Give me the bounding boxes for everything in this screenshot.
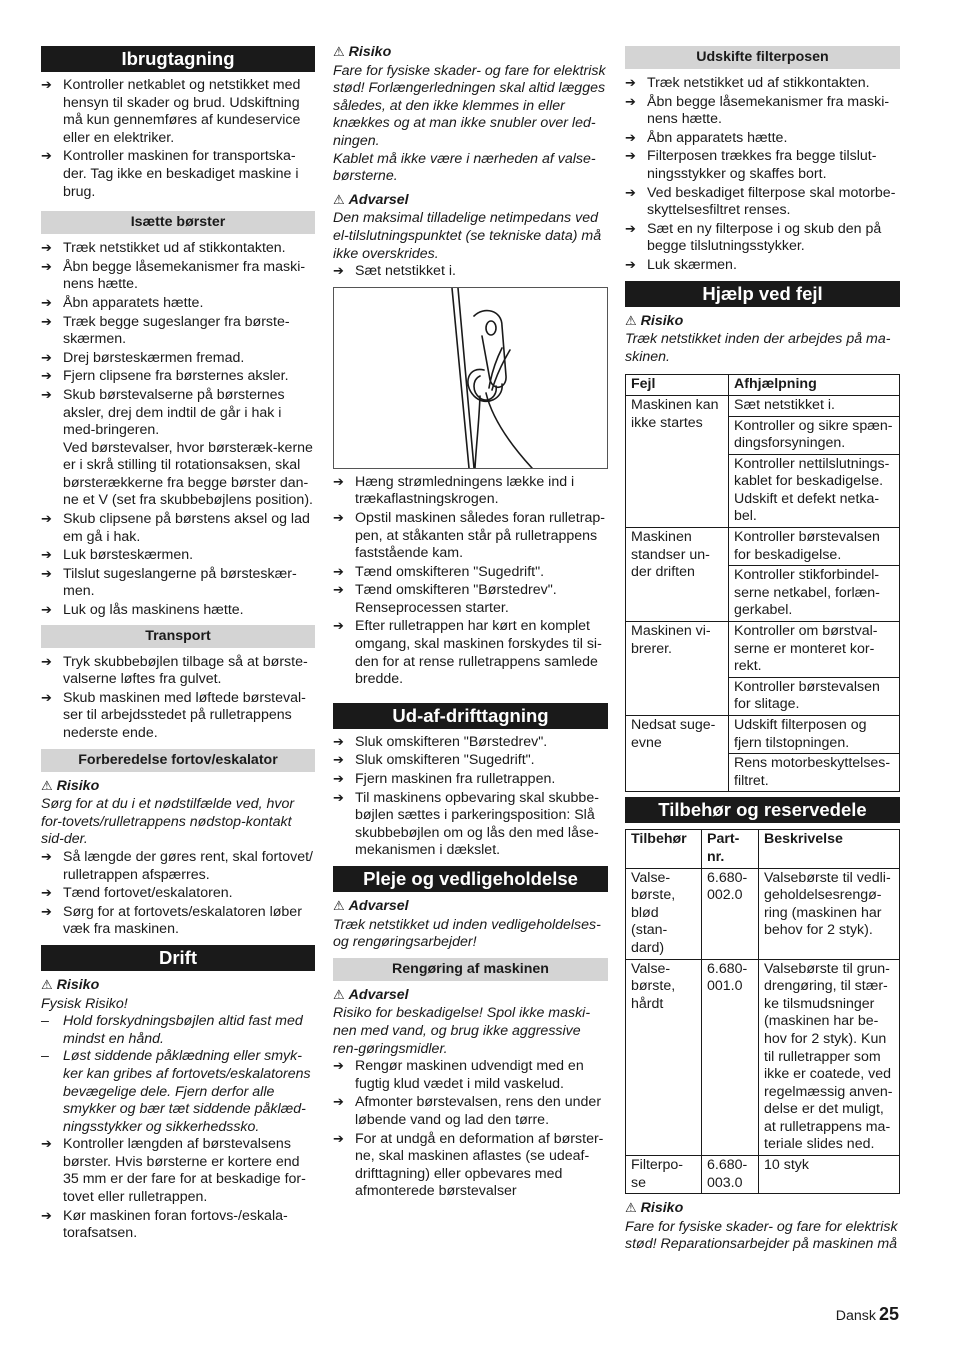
step: ➔ Tilslut sugeslangerne på børsteskær-men. xyxy=(41,566,315,601)
step-text: Skub børstevalserne på børsternes aksler, drej dem indtil de går i hak i med-bringeren. xyxy=(63,386,285,439)
step: ➔ Sæt en ny filterpose i og skub den på begge tilslutningsstykker. xyxy=(625,221,900,256)
step: ➔ Åbn apparatets hætte. xyxy=(625,130,900,148)
risk-list xyxy=(41,1013,315,1136)
step: ➔ Kør maskinen foran fortovs-/eskala-torafsatsen. xyxy=(41,1208,315,1243)
risk-label: ⚠ Risiko xyxy=(625,312,684,329)
part-number-cell: 6.680-003.0 xyxy=(702,1156,759,1194)
column-header: Afhjælpning xyxy=(729,375,900,396)
step: ➔ Ved beskadiget filterpose skal motorbe-skyttelsesfiltret renses. xyxy=(625,185,900,220)
table-header-row xyxy=(626,375,900,396)
warning-icon: ⚠ xyxy=(625,1201,637,1217)
warning-icon: ⚠ xyxy=(333,192,345,208)
transport-steps xyxy=(41,654,315,743)
step: ➔ Fjern maskinen fra rulletrappen. xyxy=(333,771,608,789)
column-3 xyxy=(625,46,900,1254)
column-header: Part-nr. xyxy=(702,830,759,868)
step: ➔ For at undgå en deformation af børster-ne, skal maskinen aflastes (se udeaf-drifttagning) eller opbevares med afmonterede børstevalser xyxy=(333,1131,608,1201)
troubleshooting-table xyxy=(625,374,900,792)
step: ➔ Sluk omskifteren "Sugedrift". xyxy=(333,752,608,770)
step: ➔ Kontroller netkablet og netstikket med hensyn til skader og brud. Udskiftning må kun gennemføres af kundeservice eller en elektriker. xyxy=(41,77,315,147)
column-2 xyxy=(333,46,608,1202)
remedy-cell: Kontroller nettilslutnings-kablet for beskadigelse. Udskift et defekt netka-bel. xyxy=(729,454,900,527)
step: ➔ Åbn begge låsemekanismer fra maski-nens hætte. xyxy=(41,259,315,294)
isaette-steps xyxy=(41,240,315,619)
illustration-cable-hook xyxy=(333,287,608,469)
warning-icon: ⚠ xyxy=(625,313,637,329)
ibrugtagning-steps xyxy=(41,77,315,201)
step xyxy=(41,387,315,510)
table-row xyxy=(626,959,900,1156)
warning-text: Træk netstikket ud inden vedligeholdelses- og rengøringsarbejder! xyxy=(333,916,601,951)
warning-label: ⚠ Advarsel xyxy=(333,898,409,914)
risk-text: Kablet må ikke være i nærheden af valse-børsterne. xyxy=(333,150,596,185)
step: ➔ Sæt netstikket i. xyxy=(333,263,608,281)
step: ➔ Træk begge sugeslanger fra børste-skærmen. xyxy=(41,314,315,349)
operation-steps xyxy=(333,474,608,689)
step: ➔ Sluk omskifteren "Børstedrev". xyxy=(333,734,608,752)
section-title-hjaelp: Hjælp ved fejl xyxy=(625,281,900,307)
risk-text: Fysisk Risiko! xyxy=(41,995,128,1012)
warning-icon: ⚠ xyxy=(333,899,345,914)
step: ➔ Til maskinens opbevaring skal skubbe-bøjlen sættes i parkeringsposition: Slå skubbebøjlen om og lås den med låse-mekanismen i dækslet. xyxy=(333,790,608,860)
risk-item: – Hold forskydningsbøjlen altid fast med mindst en hånd. xyxy=(41,1013,315,1048)
subsection-title-transport: Transport xyxy=(41,625,315,648)
step: ➔ Tænd fortovet/eskalatoren. xyxy=(41,885,315,903)
step: ➔ Luk skærmen. xyxy=(625,257,900,275)
step: ➔ Skub maskinen med løftede børsteval-ser til arbejdsstedet på rulletrappens nederste ende. xyxy=(41,690,315,743)
step: ➔ Hæng strømledningens lække ind i trækaflastningskrogen. xyxy=(333,474,608,509)
step: ➔ Drej børsteskærmen fremad. xyxy=(41,350,315,368)
remedy-cell: Udskift filterposen og fjern tilstopningen. xyxy=(729,716,900,754)
warning-icon: ⚠ xyxy=(41,778,53,794)
step: ➔ Kontroller maskinen for transportska-der. Tag ikke en beskadiget maskine i brug. xyxy=(41,148,315,201)
drift-steps xyxy=(41,1136,315,1243)
udskifte-steps xyxy=(625,75,900,275)
page-number: 25 xyxy=(878,1304,899,1324)
subsection-title-udskifte: Udskifte filterposen xyxy=(625,46,900,69)
remedy-cell: Kontroller børstevalsen for beskadigelse. xyxy=(729,528,900,566)
column-header: Fejl xyxy=(626,375,729,396)
risk-text: Fare for fysiske skader- og fare for elektrisk stød! Reparationsarbejder på maskinen må xyxy=(625,1218,898,1253)
warning-text: Den maksimal tilladelige netimpedans ved el-tilslutningspunktet (se tekniske data) må ikke overskrides. xyxy=(333,210,602,262)
warning-icon: ⚠ xyxy=(41,977,53,993)
remedy-cell: Kontroller om børstval-serne er monteret kor-rekt. xyxy=(729,622,900,678)
step: ➔ Skub clipsene på børstens aksel og lad em gå i hak. xyxy=(41,511,315,546)
step: ➔ Efter rulletrappen har kørt en komplet omgang, skal maskinen forskydes til si-den for at rense rulletrappens samlede bredde. xyxy=(333,618,608,688)
table-row xyxy=(626,1156,900,1194)
remedy-cell: Sæt netstikket i. xyxy=(729,395,900,416)
description-cell: Valsebørste til vedli-geholdelsesrengø-ring (maskinen har behov for 2 styk). xyxy=(759,868,900,959)
warning-text: Risiko for beskadigelse! Spol ikke maski-nen med vand, og brug ikke aggressive ren-gøringsmidler. xyxy=(333,1005,591,1057)
rengoering-steps xyxy=(333,1058,608,1201)
cable-hook-drawing xyxy=(334,288,607,468)
page-footer xyxy=(836,1306,899,1326)
table-row xyxy=(626,716,900,754)
fault-cell: Maskinen vi-brerer. xyxy=(626,622,729,716)
risk-label: ⚠ Risiko xyxy=(625,1200,684,1217)
section-title-udaf: Ud-af-drifttagning xyxy=(333,703,608,729)
warning-icon: ⚠ xyxy=(333,45,345,60)
column-header: Tilbehør xyxy=(626,830,702,868)
step: ➔ Kontroller længden af børstevalsens børster. Hvis børsterne er kortere end 35 mm er der fare for at beskadige for-tovet eller rulletrappen. xyxy=(41,1136,315,1206)
section-title-drift: Drift xyxy=(41,945,315,971)
step: ➔ Sørg for at fortovets/eskalatoren løber væk fra maskinen. xyxy=(41,904,315,939)
step: ➔ Åbn apparatets hætte. xyxy=(41,295,315,313)
remedy-cell: Rens motorbeskyttelses-filtret. xyxy=(729,754,900,792)
fault-cell: Maskinen kan ikke startes xyxy=(626,395,729,527)
subsection-title-rengoering: Rengøring af maskinen xyxy=(333,958,608,981)
fault-cell: Nedsat suge-evne xyxy=(626,716,729,792)
section-title-ibrugtagning: Ibrugtagning xyxy=(41,46,315,72)
description-cell: 10 styk xyxy=(759,1156,900,1194)
step: ➔ Træk netstikket ud af stikkontakten. xyxy=(41,240,315,258)
part-number-cell: 6.680-002.0 xyxy=(702,868,759,959)
step: ➔ Luk og lås maskinens hætte. xyxy=(41,602,315,620)
remedy-cell: Kontroller børstevalsen for slitage. xyxy=(729,677,900,715)
risk-item: – Løst siddende påklædning eller smyk-ker kan gribes af fortovets/eskalatorens bevægelige dele. Fjern derfor alle smykker og bær tæt siddende påklæd-ningsstykker og sikkerhedssko. xyxy=(41,1048,315,1136)
risk-label: ⚠ Risiko xyxy=(41,777,100,794)
risk-text: Sørg for at du i et nødstilfælde ved, hvor for-tovets/rulletrappens nødstop-kontakt sid-der. xyxy=(41,796,295,848)
remedy-cell: Kontroller stikforbindel-serne netkabel, forlæn-gerkabel. xyxy=(729,566,900,622)
table-row xyxy=(626,395,900,416)
accessories-table xyxy=(625,829,900,1194)
warning-icon: ⚠ xyxy=(333,987,345,1003)
risk-label: ⚠ Risiko xyxy=(333,44,392,60)
subsection-title-forberedelse: Forberedelse fortov/eskalator xyxy=(41,749,315,772)
remedy-cell: Kontroller og sikre spæn-dingsforsyningen. xyxy=(729,416,900,454)
step-text: Tænd omskifteren "Børstedrev". xyxy=(355,582,557,599)
accessory-cell: Valse-børste, hårdt xyxy=(626,959,702,1156)
risk-text: Træk netstikket inden der arbejdes på ma-skinen. xyxy=(625,331,891,365)
risk-text: Fare for fysiske skader- og fare for elektrisk stød! Forlængerledningen skal altid lægges således, at den ikke klemmes in eller knækkes og at man ikke snubler over led-ningen. xyxy=(333,62,606,149)
part-number-cell: 6.680-001.0 xyxy=(702,959,759,1156)
table-row xyxy=(626,528,900,566)
table-row xyxy=(626,622,900,678)
section-title-tilbehoer: Tilbehør og reservedele xyxy=(625,797,900,823)
step: ➔ Fjern clipsene fra børsternes aksler. xyxy=(41,368,315,386)
step xyxy=(333,582,608,617)
forberedelse-steps xyxy=(41,849,315,939)
step: ➔ Åbn begge låsemekanismer fra maski-nens hætte. xyxy=(625,94,900,129)
table-row xyxy=(626,868,900,959)
section-title-pleje: Pleje og vedligeholdelse xyxy=(333,866,608,892)
step: ➔ Opstil maskinen således foran rulletrap-pen, at ståkanten står på rulletrappens faststående kam. xyxy=(333,510,608,563)
step-note: Renseprocessen starter. xyxy=(355,599,509,616)
step: ➔ Afmonter børstevalsen, rens den under løbende vand og lad den tørre. xyxy=(333,1094,608,1129)
udaf-steps xyxy=(333,734,608,860)
step-note: Ved børstevalser, hvor børsteræk-kerne er i skrå stilling til rotationsaksen, skal børsterækkerne fra begge børster dan-ne et V (set fra skubbebøjlens position). xyxy=(63,439,313,509)
column-1 xyxy=(41,46,315,1244)
step: ➔ Filterposen trækkes fra begge tilslut-ningsstykker og skaffes bort. xyxy=(625,148,900,183)
step: ➔ Tænd omskifteren "Sugedrift". xyxy=(333,564,608,582)
step: ➔ Rengør maskinen udvendigt med en fugtig klud vædet i mild vaskelud. xyxy=(333,1058,608,1093)
warning-label: ⚠ Advarsel xyxy=(333,986,409,1003)
step: ➔ Luk børsteskærmen. xyxy=(41,547,315,565)
step: ➔ Så længde der gøres rent, skal fortovet/ rulletrappen afspærres. xyxy=(41,849,315,884)
plug-steps xyxy=(333,263,608,281)
table-header-row xyxy=(626,830,900,868)
accessory-cell: Valse-børste, blød (stan-dard) xyxy=(626,868,702,959)
description-cell: Valsebørste til grun-drengøring, til stær-ke tilsmudsninger (maskinen har be-hov for 2 styk). Kun til rulletrapper som ikke er coatede, ved regelmæssig anven-delse er det muligt, at rulletrappens ma-teriale slides ned. xyxy=(759,959,900,1156)
language-label: Dansk xyxy=(835,1308,876,1324)
step: ➔ Tryk skubbebøjlen tilbage så at børste-valserne løftes fra gulvet. xyxy=(41,654,315,689)
step: ➔ Træk netstikket ud af stikkontakten. xyxy=(625,75,900,93)
subsection-title-isaette: Isætte børster xyxy=(41,211,315,234)
risk-label: ⚠ Risiko xyxy=(41,976,100,993)
column-header: Beskrivelse xyxy=(759,830,900,868)
fault-cell: Maskinen standser un-der driften xyxy=(626,528,729,622)
accessory-cell: Filterpo-se xyxy=(626,1156,702,1194)
warning-label: ⚠ Advarsel xyxy=(333,191,409,208)
